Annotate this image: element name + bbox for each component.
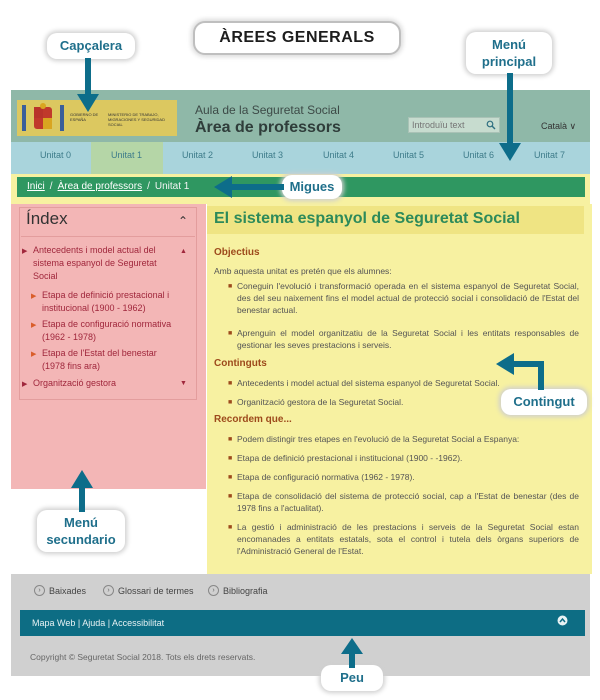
objectius-intro: Amb aquesta unitat es pretén que els alumnes:: [214, 266, 392, 276]
recordem-item-4: Etapa de consolidació del sistema de protecció social, cap a l'Estat de benestar (des de 1978 fins a l'actualitat).: [237, 491, 579, 513]
bullet-right-icon: ▶: [31, 351, 37, 358]
logo-text-ministerio: MINISTERIO DE TRABAJO, MIGRACIONES Y SEGURIDAD SOCIAL: [108, 112, 165, 127]
footer-bar-links[interactable]: Mapa Web | Ajuda | Accessibilitat: [32, 618, 165, 628]
heading-objectius: Objectius: [214, 247, 260, 258]
bullet-square-icon: ■: [228, 399, 233, 406]
nav-item-unitat-7[interactable]: Unitat 7: [534, 150, 566, 160]
breadcrumb-inici[interactable]: Inici: [27, 181, 45, 192]
language-selector[interactable]: Català ∨: [541, 121, 577, 131]
index-collapse-icon[interactable]: ⌃: [178, 214, 189, 228]
caret-up-icon[interactable]: ▲: [180, 248, 187, 255]
bullet-square-icon: ■: [228, 283, 233, 290]
arrow-down-icon: [498, 73, 522, 163]
objectius-item-2: Aprenguin el model organitzatiu de la Seguretat Social i les entitats responsables de gestionar les seves prestacions i serveis.: [237, 328, 579, 350]
continguts-item-1: Antecedents i model actual del sistema espanyol de Seguretat Social.: [237, 378, 500, 388]
bullet-square-icon: ■: [228, 380, 233, 387]
heading-recordem: Recordem que...: [214, 414, 292, 425]
breadcrumb: [27, 181, 189, 192]
copyright-text: Copyright © Seguretat Social 2018. Tots els drets reservats.: [30, 652, 256, 662]
bullet-square-icon: ■: [228, 524, 233, 531]
footer-link-glossari[interactable]: Glossari de termes: [118, 586, 194, 596]
search-box[interactable]: [408, 117, 500, 133]
nav-item-unitat-0[interactable]: Unitat 0: [40, 150, 72, 160]
footer-link-bibliografia[interactable]: Bibliografia: [223, 586, 268, 596]
bullet-square-icon: ■: [228, 436, 233, 443]
index-divider: [21, 236, 195, 237]
logo-text-gobierno: GOBIERNO DE ESPAÑA: [70, 112, 99, 122]
chevron-right-icon[interactable]: ›: [208, 585, 219, 596]
heading-continguts: Continguts: [214, 358, 267, 369]
bullet-right-icon: ▶: [22, 248, 28, 255]
index-title: Índex: [26, 209, 68, 228]
breadcrumb-area-professors[interactable]: Àrea de professors: [57, 181, 143, 192]
bullet-right-icon: ▶: [22, 381, 28, 388]
breadcrumb-separator: /: [147, 181, 150, 192]
sidebar-item-antecedents[interactable]: Antecedents i model actual del sistema espanyol de Seguretat Social: [33, 245, 157, 281]
bullet-square-icon: ■: [228, 330, 233, 337]
arrow-left-icon: [214, 176, 284, 198]
sidebar-subitem-configuracio[interactable]: Etapa de configuració normativa (1962 - 1978): [42, 319, 172, 342]
arrow-up-icon: [70, 470, 94, 512]
arrow-left-turn-icon: [496, 346, 552, 392]
nav-item-unitat-2[interactable]: Unitat 2: [182, 150, 214, 160]
callout-peu: Peu: [321, 665, 383, 691]
continguts-item-2: Organització gestora de la Seguretat Social.: [237, 397, 404, 407]
arrow-up-icon: [340, 638, 364, 668]
back-to-top-icon[interactable]: [557, 615, 568, 626]
bullet-right-icon: ▶: [31, 322, 37, 329]
chevron-right-icon[interactable]: ›: [34, 585, 45, 596]
callout-migues: Migues: [282, 175, 342, 199]
callout-contingut: Contingut: [501, 389, 587, 415]
recordem-item-2: Etapa de definició prestacional i institucional (1900 - -1962).: [237, 453, 463, 463]
search-input[interactable]: [412, 119, 482, 131]
diagram-title: ÀREES GENERALS: [193, 21, 401, 55]
bullet-square-icon: ■: [228, 474, 233, 481]
bullet-square-icon: ■: [228, 493, 233, 500]
nav-item-unitat-1[interactable]: Unitat 1: [111, 150, 143, 160]
coat-of-arms-icon: [20, 103, 66, 133]
search-icon[interactable]: [486, 120, 496, 130]
callout-menu-secundario: Menú secundario: [37, 510, 125, 552]
recordem-item-3: Etapa de configuració normativa (1962 - 1978).: [237, 472, 415, 482]
callout-menu-principal: Menú principal: [466, 32, 552, 74]
chevron-right-icon[interactable]: ›: [103, 585, 114, 596]
recordem-item-1: Podem distingir tres etapes en l'evolució de la Seguretat Social a Espanya:: [237, 434, 520, 444]
bullet-square-icon: ■: [228, 455, 233, 462]
caret-down-icon[interactable]: ▼: [180, 380, 187, 387]
breadcrumb-separator: /: [49, 181, 53, 192]
footer-link-baixades[interactable]: Baixades: [49, 586, 87, 596]
site-subtitle: Aula de la Seguretat Social: [195, 103, 340, 117]
nav-item-unitat-3[interactable]: Unitat 3: [252, 150, 284, 160]
bullet-right-icon: ▶: [31, 293, 37, 300]
arrow-down-icon: [76, 58, 100, 114]
nav-item-unitat-6[interactable]: Unitat 6: [463, 150, 495, 160]
recordem-item-5: La gestió i administració de les prestacions i serveis de la Seguretat Social estan encomanades a entitats estatals, sota el control i tutela dels òrgans superiors de l'Administració General de l'Estat.: [237, 522, 579, 556]
nav-item-unitat-5[interactable]: Unitat 5: [393, 150, 425, 160]
nav-item-unitat-4[interactable]: Unitat 4: [323, 150, 355, 160]
content-title: El sistema espanyol de Seguretat Social: [214, 210, 520, 227]
sidebar-subitem-definicio[interactable]: Etapa de definició prestacional i institucional (1900 - 1962): [42, 290, 170, 313]
site-title: Àrea de professors: [195, 119, 341, 136]
sidebar-item-organitzacio[interactable]: Organització gestora: [33, 378, 117, 388]
objectius-item-1: Coneguin l'evolució i transformació operada en el sistema espanyol de Seguretat Social, des del seu naixement fins el model actual de protecció social i consolidació de l'Estat del benestar actual.: [237, 281, 579, 315]
sidebar-subitem-benestar[interactable]: Etapa de l'Estat del benestar (1978 fins ara): [42, 348, 157, 371]
breadcrumb-current: Unitat 1: [154, 181, 190, 192]
callout-capcalera: Capçalera: [47, 33, 135, 59]
